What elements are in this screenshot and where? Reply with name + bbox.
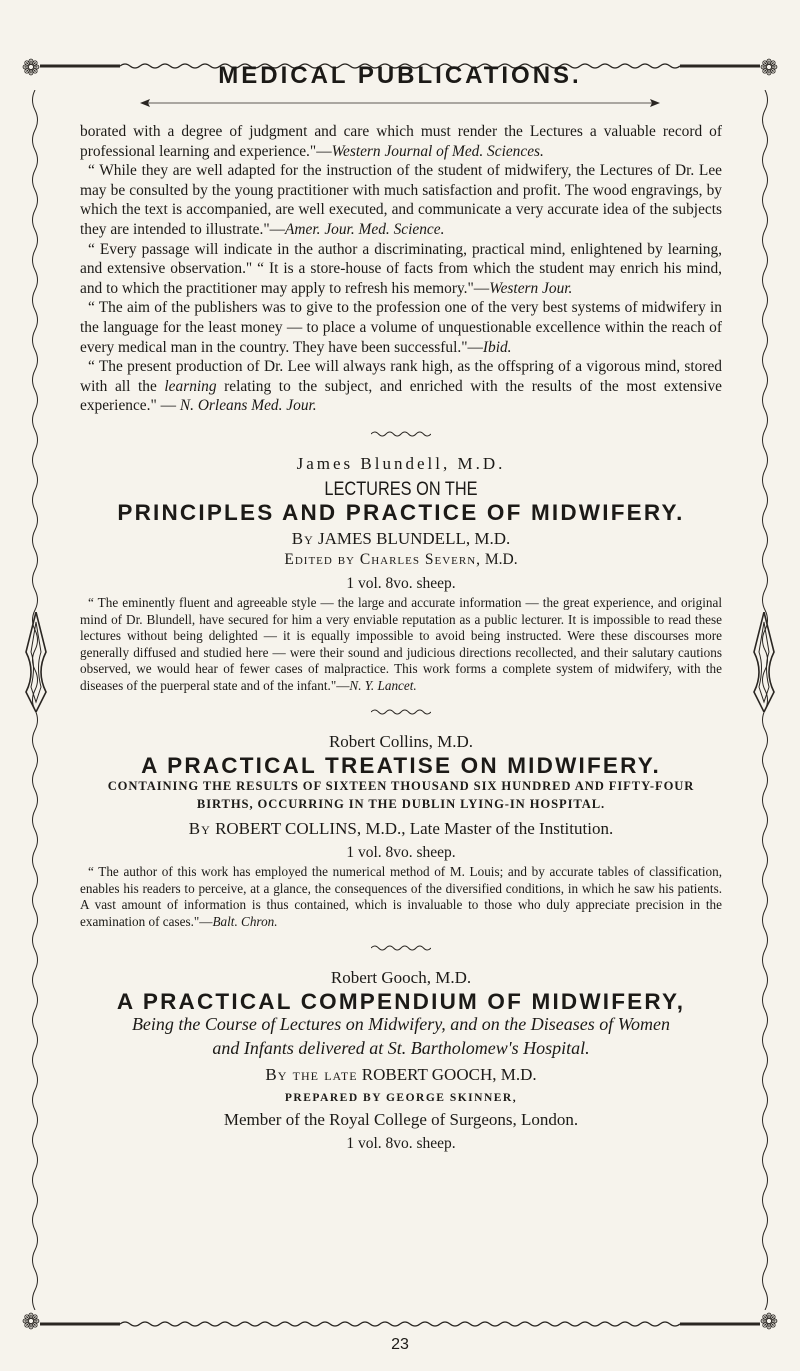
by-line: By JAMES BLUNDELL, M.D.	[291, 528, 511, 548]
review-paragraph: “ The aim of the publishers was to give to the profession one of the very best systems of midwifery in the language for the least money — to place a volume of unquestionable excellence within the reach of every medical man in the country. They have been successful."—Ibid.	[80, 299, 722, 356]
left-side-ornament	[22, 612, 50, 712]
volume-info: 1 vol. 8vo. sheep.	[346, 843, 456, 861]
running-title: MEDICAL PUBLICATIONS.	[218, 62, 582, 89]
by-line: By the late ROBERT GOOCH, M.D.	[265, 1065, 537, 1085]
corner-ornament-icon: ❁	[759, 1310, 779, 1335]
book-subtitle: and Infants delivered at St. Bartholomew's Hospital.	[212, 1038, 590, 1059]
prepared-by-line: PREPARED BY GEORGE SKINNER,	[284, 1091, 518, 1104]
editor-credentials: Member of the Royal College of Surgeons, London.	[223, 1110, 579, 1130]
book-title: A PRACTICAL COMPENDIUM OF MIDWIFERY,	[116, 988, 686, 1014]
corner-ornament-icon: ❁	[21, 56, 41, 81]
review-quote: “ The eminently fluent and agreeable style — the large and accurate information — the great experience, and original mind of Dr. Blundell, have secured for him a very enviable reputation as a public lecturer. It is impossible to read these lectures without being delighted — it is equally impossible to avoid being instructed. Were these discourses more generally diffused and studied here — were their sound and judicious directions recollected, and their salutary cautions observed, we would hear of fewer cases of malpractice. This work forms a complete system of midwifery, with the diseases of the puerperal state and of the infant."—N. Y. Lancet.	[80, 595, 722, 693]
section-divider-wave	[371, 944, 431, 952]
author-heading: Robert Collins, M.D.	[328, 731, 474, 751]
review-source: Western Journal of Med. Sciences.	[331, 142, 544, 160]
book-title: A PRACTICAL TREATISE ON MIDWIFERY.	[141, 752, 661, 778]
book-title: PRINCIPLES AND PRACTICE OF MIDWIFERY.	[117, 500, 685, 526]
review-paragraph: “ The present production of Dr. Lee will always rank high, as the offspring of a vigorous mind, stored with all the learning relating to the subject, and enriched with the results of the most extensive experience." — N. Orleans Med. Jour.	[80, 358, 723, 415]
section-divider-wave	[371, 430, 431, 438]
page-body	[80, 122, 722, 1155]
review-source: Ibid.	[482, 338, 512, 356]
volume-info: 1 vol. 8vo. sheep.	[346, 1134, 456, 1152]
edited-by-line: Edited by Charles Severn, M.D.	[284, 551, 518, 569]
bottom-ornamental-rule	[40, 1318, 760, 1330]
book-subtitle: LECTURES ON THE	[324, 478, 478, 500]
review-quote: “ The author of this work has employed the numerical method of M. Louis; and by accurate tables of classification, enables his readers to perceive, at a glance, the consequences of the diversified conditions, in which he saw his patients. A vast amount of information is thus contained, which is invaluable to those who duly appreciate precision in the examination of cases."—Balt. Chron.	[80, 864, 722, 929]
review-paragraph: “ Every passage will indicate in the author a discriminating, practical mind, enlightened by learning, and extensive observation." “ It is a store-house of facts from which the student may enrich his mind, and to which the practitioner may apply to refresh his memory."—Western Jour.	[80, 240, 722, 297]
corner-ornament-icon: ❁	[21, 1310, 41, 1335]
review-paragraph: “ While they are well adapted for the instruction of the student of midwifery, the Lectures of Dr. Lee may be consulted by the young practitioner with much satisfaction and profit. The wood engravings, by which the text is accompanied, are well executed, and communicate a very accurate idea of the subjects they are intended to illustrate."—Amer. Jour. Med. Science.	[80, 162, 722, 238]
corner-ornament-icon: ❁	[759, 56, 779, 81]
review-source: Western Jour.	[489, 279, 573, 297]
title-arrow-rule	[140, 98, 660, 108]
review-source: Balt. Chron.	[212, 913, 278, 929]
review-source: N. Y. Lancet.	[349, 677, 417, 693]
review-source: Amer. Jour. Med. Science.	[285, 220, 445, 238]
volume-info: 1 vol. 8vo. sheep.	[346, 574, 456, 592]
book-subtitle: Being the Course of Lectures on Midwifery, and on the Diseases of Women	[131, 1014, 671, 1035]
by-line: By ROBERT COLLINS, M.D., Late Master of the Institution.	[188, 819, 614, 839]
review-source: N. Orleans Med. Jour.	[179, 397, 317, 415]
page-number: 23	[391, 1336, 409, 1353]
section-divider-wave	[371, 708, 431, 716]
author-heading: Robert Gooch, M.D.	[330, 967, 472, 987]
review-paragraph: borated with a degree of judgment and care which must render the Lectures a valuable record of professional learning and experience."—Western Journal of Med. Sciences.	[80, 123, 722, 160]
right-side-ornament	[750, 612, 778, 712]
book-description: CONTAINING THE RESULTS OF SIXTEEN THOUSAND SIX HUNDRED AND FIFTY-FOUR BIRTHS, OCCURRING IN THE DUBLIN LYING-IN HOSPITAL.	[107, 779, 695, 812]
author-heading: James Blundell, M.D.	[296, 453, 506, 473]
